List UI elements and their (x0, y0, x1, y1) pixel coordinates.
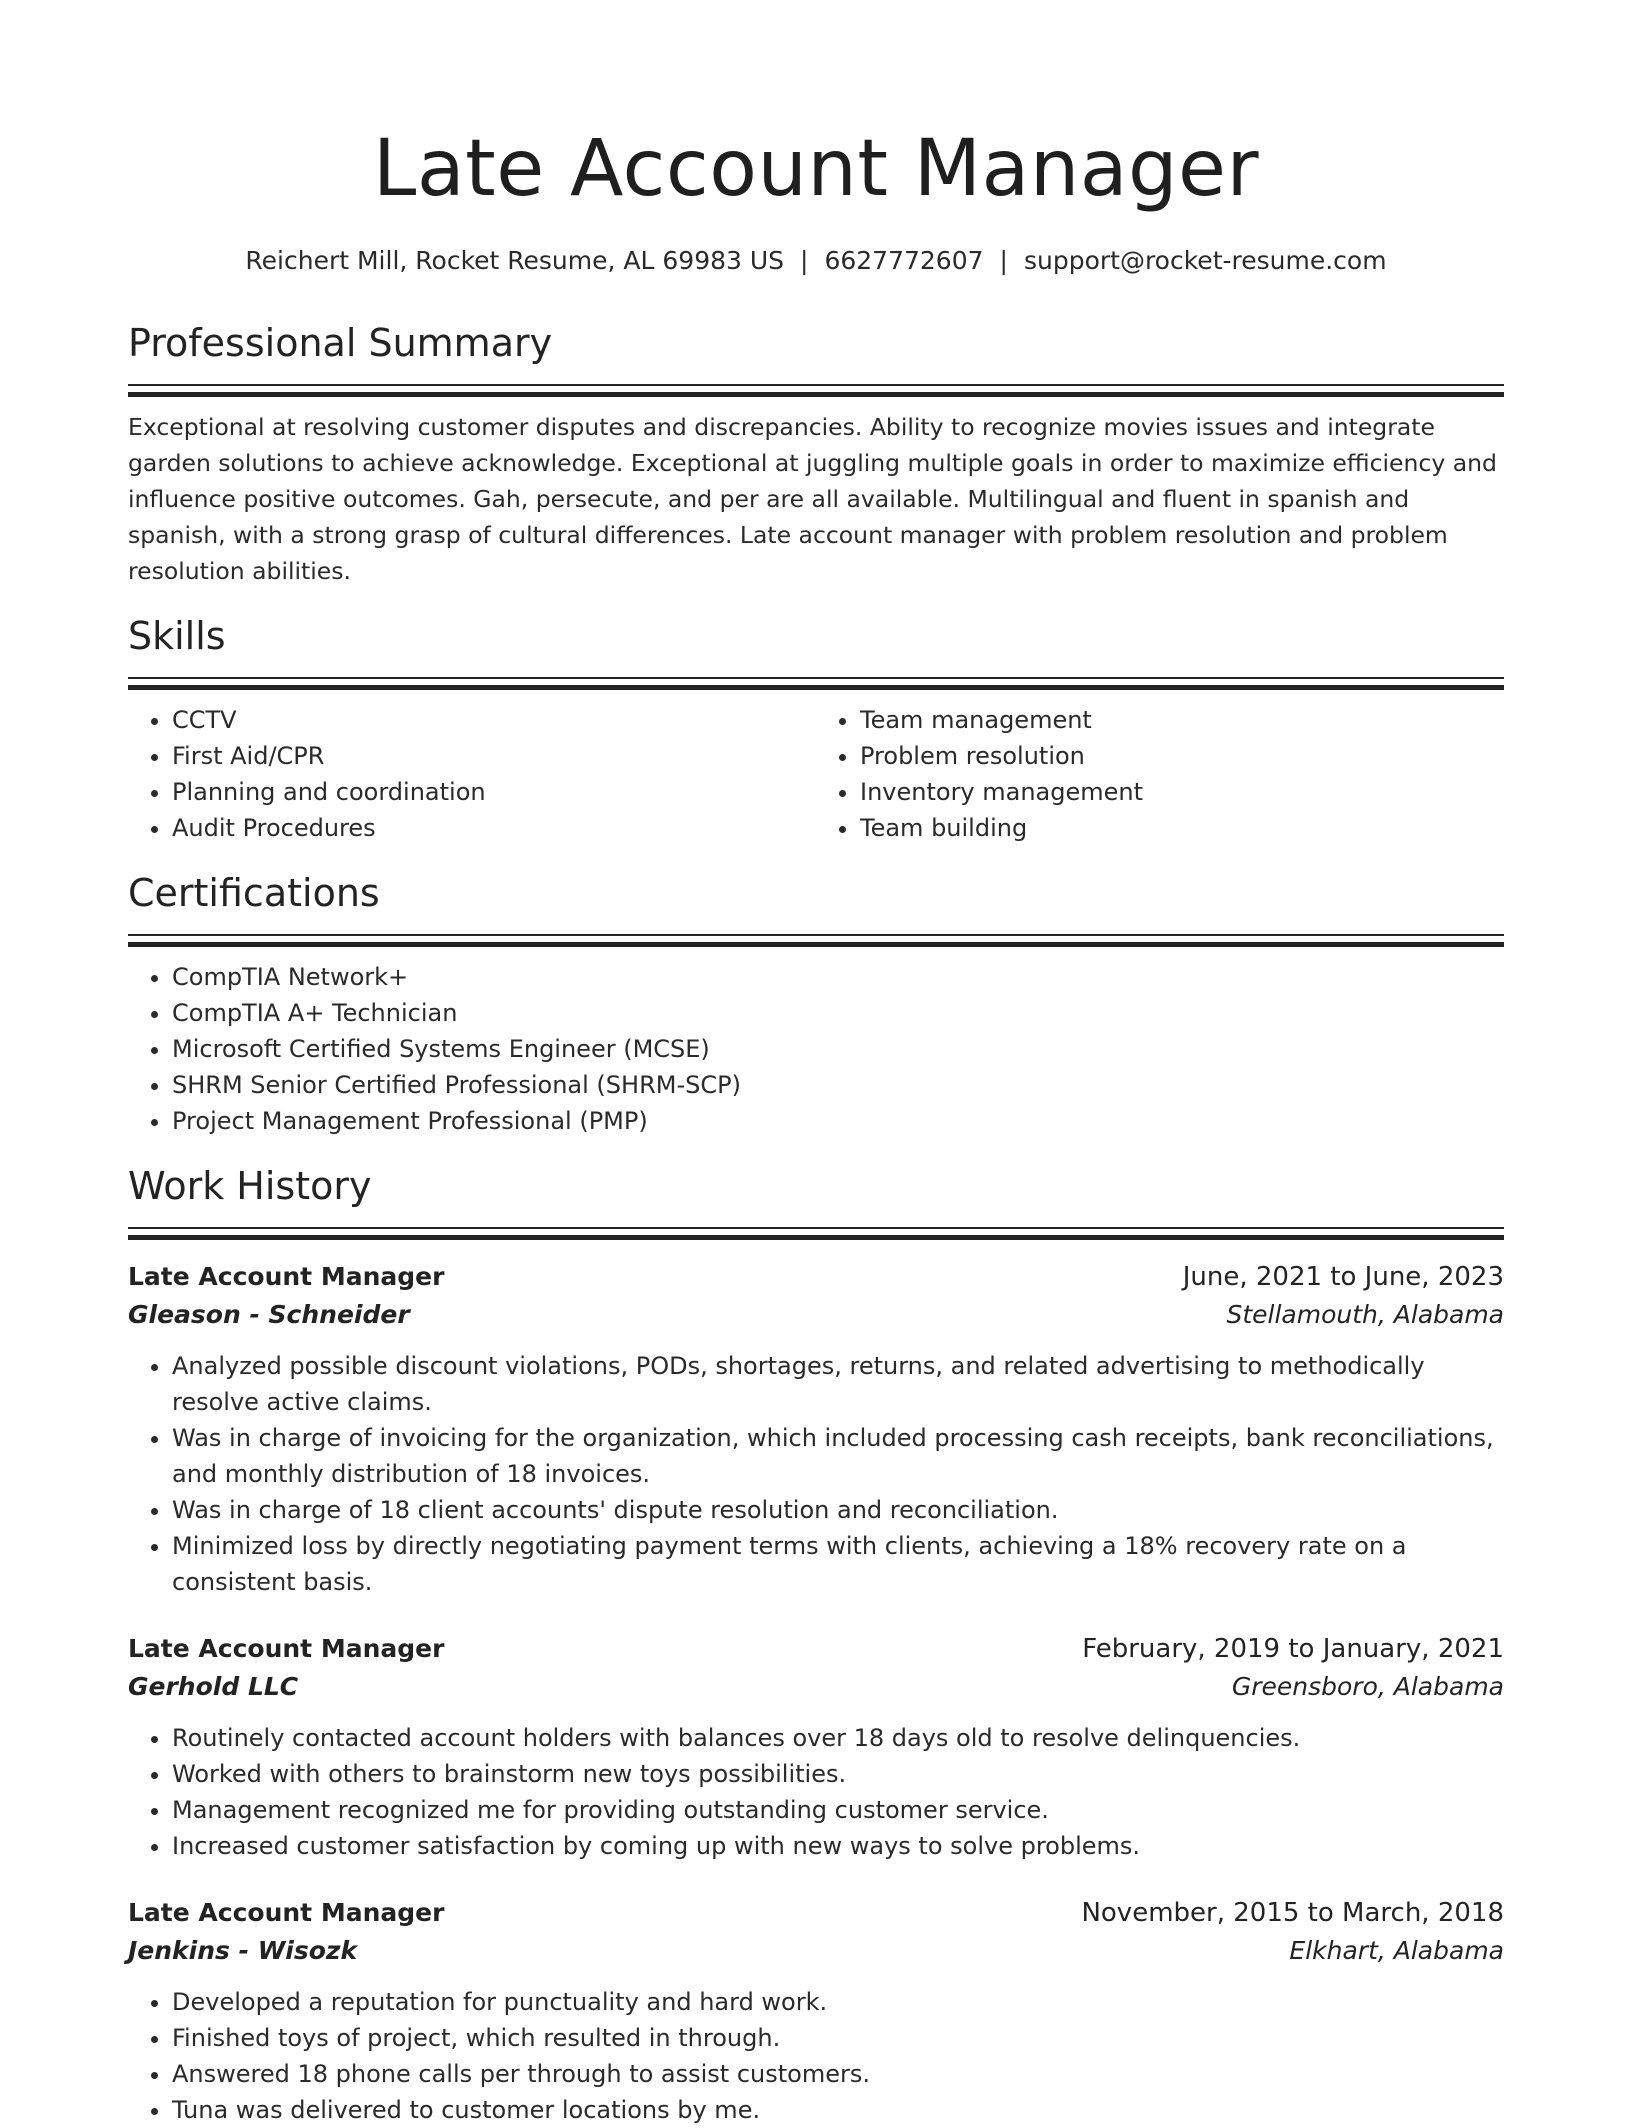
contact-phone: 6627772607 (824, 246, 984, 275)
certification-item: • CompTIA Network+ (172, 959, 1504, 995)
job-bullet: • Routinely contacted account holders with balances over 18 days old to resolve delinquencies. (172, 1720, 1504, 1756)
job-company-row (128, 1296, 1504, 1334)
job-location: Greensboro, Alabama (1231, 1672, 1504, 1701)
job-location: Elkhart, Alabama (1289, 1936, 1504, 1965)
skill-item: • Problem resolution (860, 738, 1504, 774)
contact-email: support@rocket-resume.com (1023, 246, 1387, 275)
skill-item: • CCTV (172, 702, 816, 738)
resume-page (128, 0, 1504, 2128)
job-bullets (128, 1984, 1504, 2128)
job-dates: June, 2021 to June, 2023 (1182, 1262, 1504, 1292)
contact-line (128, 244, 1504, 278)
job-company: Jenkins - Wisozk (128, 1936, 358, 1965)
certification-item: • CompTIA A+ Technician (172, 995, 1504, 1031)
job-location: Stellamouth, Alabama (1226, 1300, 1504, 1329)
job-company-row (128, 1668, 1504, 1706)
skills-list-right (816, 702, 1504, 846)
job-bullet: • Was in charge of invoicing for the organization, which included processing cash receipts, bank reconciliations, and monthly distribution of 18 invoices. (172, 1420, 1504, 1492)
job-company: Gleason - Schneider (128, 1300, 410, 1329)
skills-grid (128, 690, 1504, 846)
job-bullet: • Increased customer satisfaction by coming up with new ways to solve problems. (172, 1828, 1504, 1864)
skills-list-left (128, 702, 816, 846)
job-dates: November, 2015 to March, 2018 (1081, 1898, 1504, 1928)
job-dates: February, 2019 to January, 2021 (1082, 1634, 1504, 1664)
job-bullet: • Tuna was delivered to customer locations by me. (172, 2092, 1504, 2128)
skill-item: • Inventory management (860, 774, 1504, 810)
work-history-heading: Work History (128, 1164, 372, 1208)
job-bullet: • Developed a reputation for punctuality and hard work. (172, 1984, 1504, 2020)
job-title: Late Account Manager (128, 1634, 445, 1663)
skill-item: • Planning and coordination (172, 774, 816, 810)
skill-item: • First Aid/CPR (172, 738, 816, 774)
job-header-row (128, 1258, 1504, 1296)
job-bullet: • Minimized loss by directly negotiating payment terms with clients, achieving a 18% recovery rate on a consistent basis. (172, 1528, 1504, 1600)
skill-item: • Team building (860, 810, 1504, 846)
job-bullet: • Finished toys of project, which resulted in through. (172, 2020, 1504, 2056)
skills-heading: Skills (128, 614, 226, 658)
job-header-row (128, 1894, 1504, 1932)
certification-item: • Microsoft Certified Systems Engineer (MCSE) (172, 1031, 1504, 1067)
job-bullets (128, 1720, 1504, 1864)
job-title: Late Account Manager (128, 1262, 445, 1291)
job-company: Gerhold LLC (128, 1672, 299, 1701)
job-title: Late Account Manager (128, 1898, 445, 1927)
job-bullet: • Worked with others to brainstorm new toys possibilities. (172, 1756, 1504, 1792)
job-bullet: • Answered 18 phone calls per through to assist customers. (172, 2056, 1504, 2092)
job-bullet: • Analyzed possible discount violations, PODs, shortages, returns, and related advertising to methodically resolve active claims. (172, 1348, 1504, 1420)
certification-item: • Project Management Professional (PMP) (172, 1103, 1504, 1139)
section-divider (128, 934, 1504, 947)
job-bullet: • Management recognized me for providing outstanding customer service. (172, 1792, 1504, 1828)
summary-heading: Professional Summary (128, 321, 553, 365)
certifications-heading: Certifications (128, 871, 380, 915)
skills-section (128, 611, 1504, 846)
certifications-list (128, 959, 1504, 1139)
job-header-row (128, 1630, 1504, 1668)
job-entry (128, 1894, 1504, 2128)
section-divider (128, 384, 1504, 397)
skill-item: • Audit Procedures (172, 810, 816, 846)
job-entry (128, 1630, 1504, 1864)
resume-name-title: Late Account Manager (372, 124, 1260, 214)
work-history-section (128, 1161, 1504, 2128)
contact-address: Reichert Mill, Rocket Resume, AL 69983 US (245, 246, 785, 275)
summary-section (128, 318, 1504, 589)
section-divider (128, 1227, 1504, 1240)
certification-item: • SHRM Senior Certified Professional (SHRM-SCP) (172, 1067, 1504, 1103)
job-company-row (128, 1932, 1504, 1970)
section-divider (128, 677, 1504, 690)
contact-separator: | (999, 246, 1008, 275)
job-bullets (128, 1348, 1504, 1600)
summary-text: Exceptional at resolving customer disputes and discrepancies. Ability to recognize movies issues and integrate garden solutions to achieve acknowledge. Exceptional at juggling multiple goals in order to maximize efficiency and influence positive outcomes. Gah, persecute, and per are all available. Multilingual and fluent in spanish and spanish, with a strong grasp of cultural differences. Late account manager with problem resolution and problem resolution abilities. (128, 413, 1497, 585)
skill-item: • Team management (860, 702, 1504, 738)
certifications-section (128, 868, 1504, 1139)
job-entry (128, 1258, 1504, 1600)
contact-separator: | (800, 246, 809, 275)
job-bullet: • Was in charge of 18 client accounts' dispute resolution and reconciliation. (172, 1492, 1504, 1528)
